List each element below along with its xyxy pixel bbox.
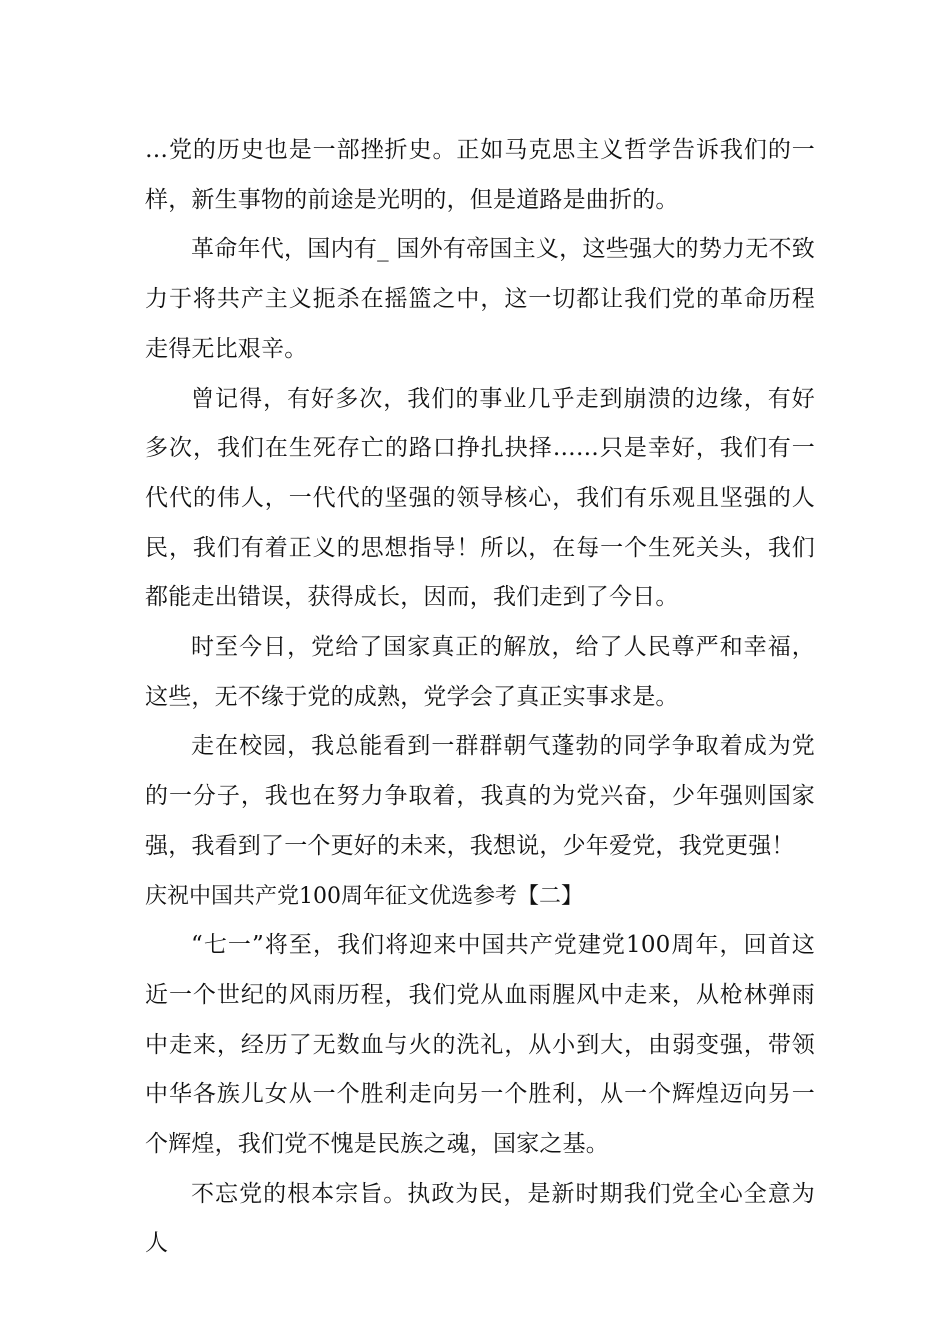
paragraph-continuation: …党的历史也是一部挫折史。正如马克思主义哲学告诉我们的一样，新生事物的前途是光明的，但是道路是曲折的。 xyxy=(145,137,815,213)
paragraph-campus: 走在校园，我总能看到一群群朝气蓬勃的同学争取着成为党的一分子，我也在努力争取着，我真的为党兴奋，少年强则国家强，我看到了一个更好的未来，我想说，少年爱党，我党更强！ xyxy=(145,733,815,859)
paragraph-today: 时至今日，党给了国家真正的解放，给了人民尊严和幸福，这些，无不缘于党的成熟，党学会了真正实事求是。 xyxy=(145,634,815,710)
paragraph-purpose: 不忘党的根本宗旨。执政为民，是新时期我们党全心全意为人 xyxy=(145,1180,815,1257)
paragraph-july-first: “七一”将至，我们将迎来中国共产党建党100周年，回首这近一个世纪的风雨历程，我们党从血雨腥风中走来，从枪林弹雨中走来，经历了无数血与火的洗礼，从小到大，由弱变强，带领中华各族儿女从一个胜利走向另一个胜利，从一个辉煌迈向另一个辉煌，我们党不愧是民族之魂，国家之基。 xyxy=(145,932,815,1158)
paragraph-remember: 曾记得，有好多次，我们的事业几乎走到崩溃的边缘，有好多次，我们在生死存亡的路口挣扎抉择……只是幸好，我们有一代代的伟人，一代代的坚强的领导核心，我们有乐观且坚强的人民，我们有着正义的思想指导！所以，在每一个生死关头，我们都能走出错误，获得成长，因而，我们走到了今日。 xyxy=(145,385,815,611)
paragraph-revolution-era: 革命年代，国内有_ 国外有帝国主义，这些强大的势力无不致力于将共产主义扼杀在摇篮之中，这一切都让我们党的革命历程走得无比艰辛。 xyxy=(145,236,815,362)
document-page xyxy=(145,126,815,1269)
section-heading: 庆祝中国共产党100周年征文优选参考【二】 xyxy=(145,883,583,909)
